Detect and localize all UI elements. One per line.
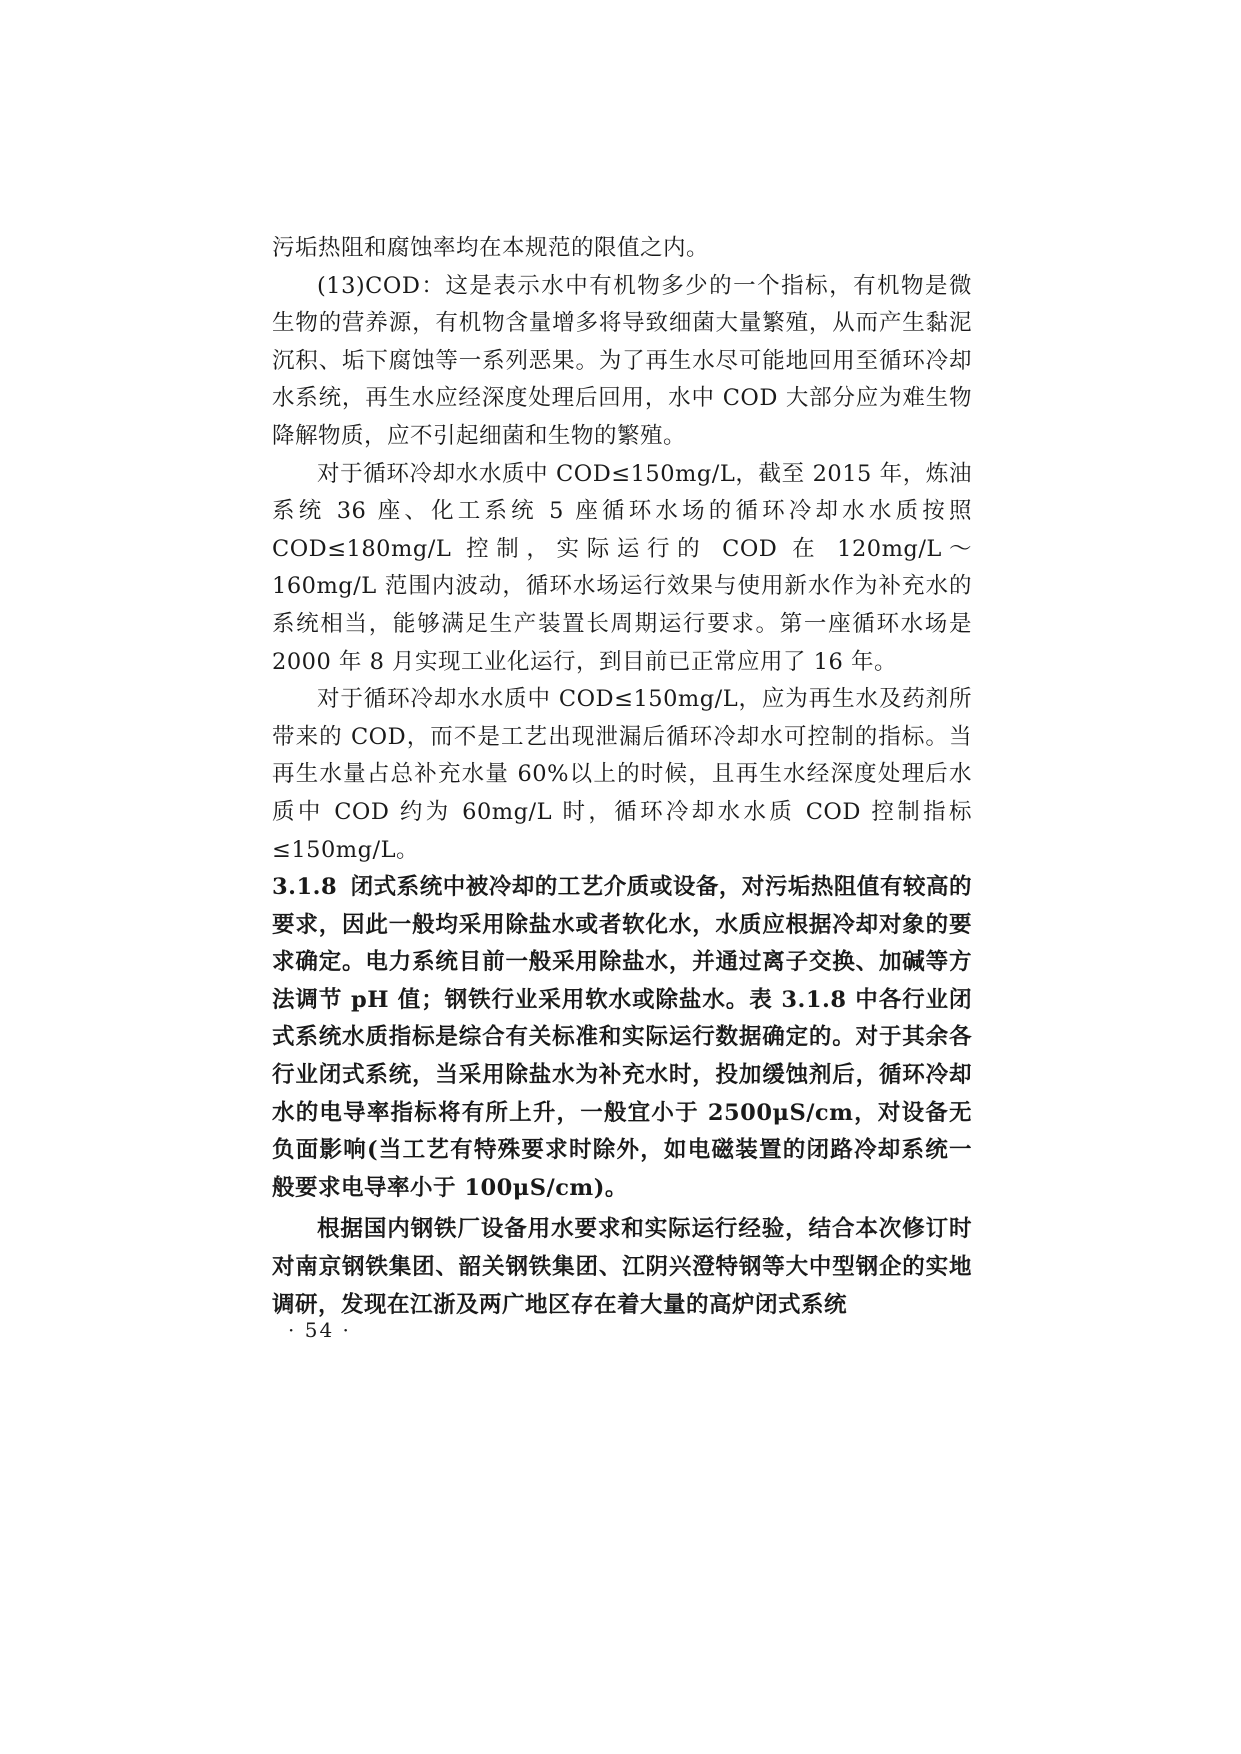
paragraph-continuation: 污垢热阻和腐蚀率均在本规范的限值之内。 <box>272 235 710 261</box>
paragraph-cod-definition: (13)COD：这是表示水中有机物多少的一个指标，有机物是微生物的营养源，有机物含量增多将导致细菌大量繁殖，从而产生黏泥沉积、垢下腐蚀等一系列恶果。为了再生水尽可能地回用至循环冷却水系统，再生水应经深度处理后回用，水中 COD 大部分应为难生物降解物质，应不引起细菌和生物的繁殖。 <box>272 272 972 449</box>
clause-3-1-8 <box>272 869 972 1207</box>
paragraph-steel-survey: 根据国内钢铁厂设备用水要求和实际运行经验，结合本次修订时对南京钢铁集团、韶关钢铁集团、江阴兴澄特钢等大中型钢企的实地调研，发现在江浙及两广地区存在着大量的高炉闭式系统 <box>272 1216 972 1318</box>
page-number: · 54 · <box>288 1318 351 1342</box>
document-page <box>272 230 972 1324</box>
paragraph-cod-refinery: 对于循环冷却水水质中 COD≤150mg/L，截至 2015 年，炼油系统 36 座、化工系统 5 座循环水场的循环冷却水水质按照COD≤180mg/L 控制，实际运行的 COD 在 120mg/L～160mg/L 范围内波动，循环水场运行效果与使用新水作为补充水的系统相当，能够满足生产装置长周期运行要求。第一座循环水场是 2000 年 8 月实现工业化运行，到目前已正常应用了 16 年。 <box>272 460 972 675</box>
clause-number: 3.1.8 <box>272 874 338 901</box>
paragraph-cod-limit: 对于循环冷却水水质中 COD≤150mg/L，应为再生水及药剂所带来的 COD，而不是工艺出现泄漏后循环冷却水可控制的指标。当再生水量占总补充水量 60%以上的时候，且再生水经深度处理后水质中 COD 约为 60mg/L 时，循环冷却水水质 COD 控制指标≤150mg/L。 <box>272 686 972 863</box>
clause-text: 闭式系统中被冷却的工艺介质或设备，对污垢热阻值有较高的要求，因此一般均采用除盐水或者软化水，水质应根据冷却对象的要求确定。电力系统目前一般采用除盐水，并通过离子交换、加碱等方法调节 pH 值；钢铁行业采用软水或除盐水。表 3.1.8 中各行业闭式系统水质指标是综合有关标准和实际运行数据确定的。对于其余各行业闭式系统，当采用除盐水为补充水时，投加缓蚀剂后，循环冷却水的电导率指标将有所上升，一般宜小于 2500μS/cm，对设备无负面影响(当工艺有特殊要求时除外，如电磁装置的闭路冷却系统一般要求电导率小于 100μS/cm)。 <box>272 874 972 1201</box>
